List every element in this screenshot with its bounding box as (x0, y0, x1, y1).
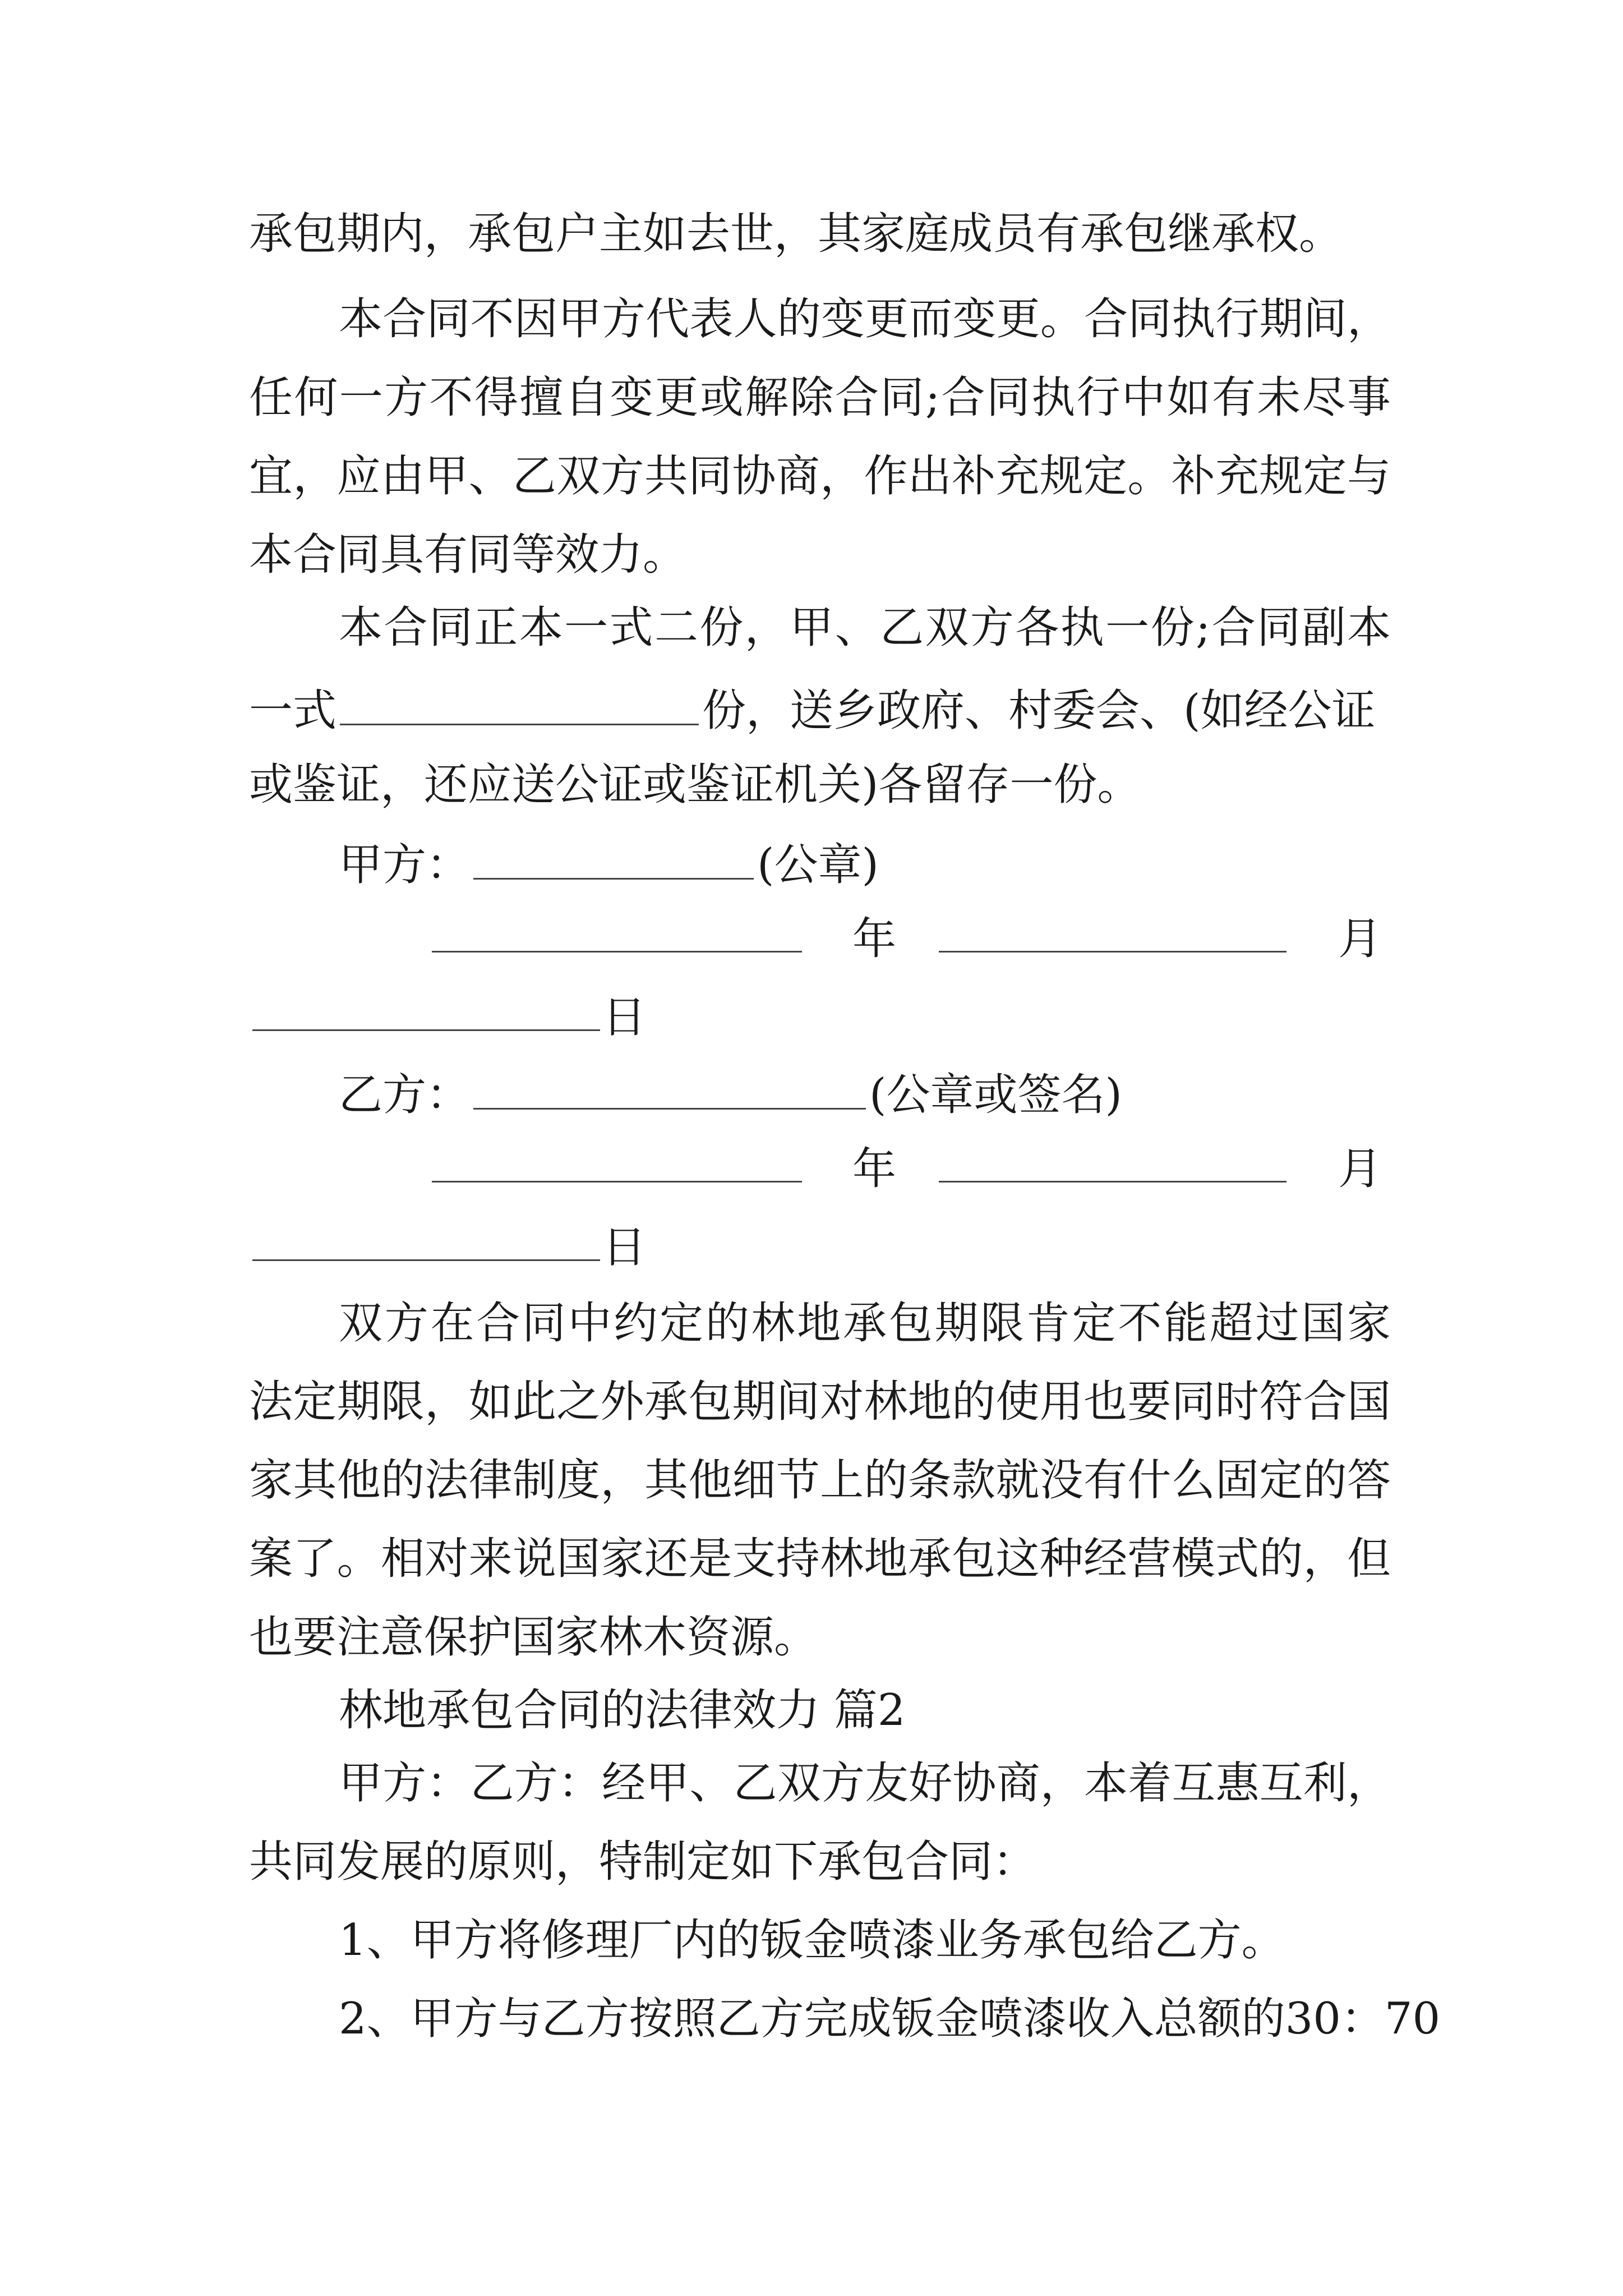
paragraph-line: 共同发展的原则，特制定如下承包合同： (249, 1837, 1037, 1887)
paragraph-line: 或鉴证，还应送公证或鉴证机关)各留存一份。 (249, 760, 1141, 810)
party-a-month-blank[interactable] (939, 912, 1287, 953)
party-b-year-blank[interactable] (432, 1142, 802, 1182)
paragraph-line: 本合同正本一式二份，甲、乙双方各执一份;合同副本 (339, 602, 1391, 653)
party-b-line (339, 1069, 1122, 1120)
text-segment: 一式 (249, 685, 337, 736)
year-label: 年 (852, 914, 897, 964)
year-label: 年 (852, 1144, 897, 1194)
day-label: 日 (602, 1222, 647, 1273)
party-b-month-blank[interactable] (939, 1142, 1287, 1182)
copies-blank[interactable] (340, 684, 699, 725)
paragraph-line: 宜，应由甲、乙双方共同协商，作出补充规定。补充规定与 (249, 451, 1391, 501)
paragraph-line (249, 684, 1376, 736)
party-a-line (339, 839, 879, 890)
party-b-signature-blank[interactable] (473, 1069, 866, 1110)
month-label: 月 (1338, 1144, 1382, 1194)
party-a-label: 甲方： (339, 840, 471, 890)
list-item: 1、甲方将修理厂内的钣金喷漆业务承包给乙方。 (339, 1915, 1285, 1966)
party-b-seal-label: (公章或签名) (869, 1070, 1122, 1120)
text-segment: 份，送乡政府、村委会、(如经公证 (702, 685, 1376, 736)
paragraph-line: 家其他的法律制度，其他细节上的条款就没有什么固定的答 (249, 1455, 1391, 1506)
paragraph-line: 本合同不因甲方代表人的变更而变更。合同执行期间， (339, 294, 1391, 344)
paragraph-line: 法定期限，如此之外承包期间对林地的使用也要同时符合国 (249, 1377, 1391, 1427)
paragraph-line: 本合同具有同等效力。 (249, 530, 687, 580)
day-label: 日 (602, 992, 647, 1043)
party-a-signature-blank[interactable] (473, 839, 754, 880)
paragraph-line: 甲方：乙方：经甲、乙双方友好协商，本着互惠互利， (339, 1758, 1391, 1809)
party-a-year-blank[interactable] (432, 912, 802, 953)
party-b-day-blank[interactable] (252, 1220, 600, 1261)
list-item: 2、甲方与乙方按照乙方完成钣金喷漆收入总额的30：70 (339, 1994, 1441, 2044)
party-a-seal-label: (公章) (757, 840, 879, 890)
paragraph-line: 任何一方不得擅自变更或解除合同;合同执行中如有未尽事 (249, 372, 1391, 423)
paragraph-line: 也要注意保护国家林木资源。 (249, 1612, 818, 1663)
paragraph-line: 案了。相对来说国家还是支持林地承包这种经营模式的，但 (249, 1534, 1391, 1584)
paragraph-line: 双方在合同中约定的林地承包期限肯定不能超过国家 (339, 1298, 1391, 1349)
section-heading: 林地承包合同的法律效力 篇2 (339, 1685, 906, 1736)
party-a-day-blank[interactable] (252, 990, 600, 1031)
party-b-label: 乙方： (339, 1070, 471, 1120)
month-label: 月 (1338, 914, 1382, 964)
paragraph-line: 承包期内，承包户主如去世，其家庭成员有承包继承权。 (249, 209, 1343, 259)
